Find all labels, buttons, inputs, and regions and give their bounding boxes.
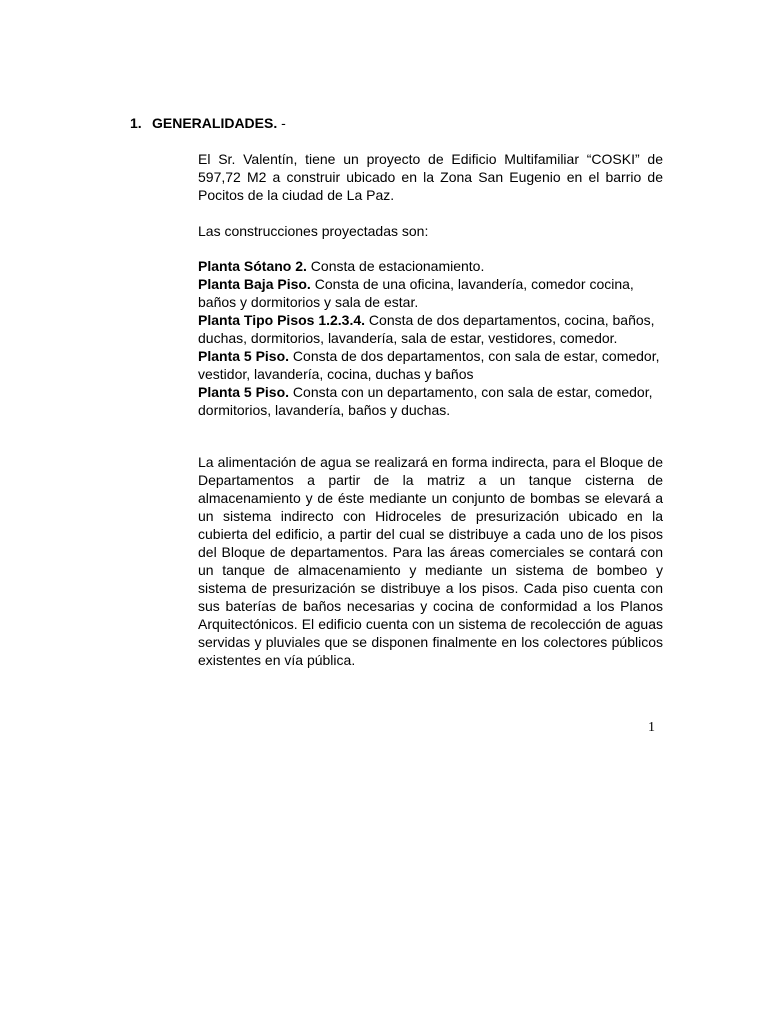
section-title-suffix: - xyxy=(277,115,286,131)
section-title: GENERALIDADES. xyxy=(152,115,278,131)
planta-text: Consta de dos departamentos, cocina, baños, duchas, dormitorios, lavandería, sala de estar, vestidores, comedor. xyxy=(198,312,655,346)
planta-text: Consta de dos departamentos, con sala de estar, comedor, vestidor, lavandería, cocina, duchas y baños xyxy=(198,348,660,382)
planta-label: Planta Sótano 2. xyxy=(198,258,307,274)
planta-item xyxy=(198,347,663,383)
planta-text: Consta con un departamento, con sala de estar, comedor, dormitorios, lavandería, baños y duchas. xyxy=(198,384,653,418)
planta-item xyxy=(198,383,663,419)
section-number: 1. xyxy=(130,115,142,131)
agua-paragraph: La alimentación de agua se realizará en forma indirecta, para el Bloque de Departamentos a partir de la matriz a un tanque cisterna de almacenamiento y de éste mediante un conjunto de bombas se elevará a un sistema indirecto con Hidroceles de presurización ubicado en la cubierta del edificio, a partir del cual se distribuye a cada uno de los pisos del Bloque de departamentos. Para las áreas comerciales se contará con un tanque de almacenamiento y mediante un sistema de bombeo y sistema de presurización se distribuye a los pisos. Cada piso cuenta con sus baterías de baños necesarias y cocina de conformidad a los Planos Arquitectónicos. El edificio cuenta con un sistema de recolección de aguas servidas y pluviales que se disponen finalmente en los colectores públicos existentes en vía pública. xyxy=(198,454,663,668)
planta-item xyxy=(198,257,663,275)
plantas-list xyxy=(198,257,663,419)
planta-label: Planta 5 Piso. xyxy=(198,384,290,400)
planta-label: Planta Baja Piso. xyxy=(198,276,311,292)
page-number: 1 xyxy=(648,720,655,735)
intro-paragraph: El Sr. Valentín, tiene un proyecto de Edificio Multifamiliar “COSKI” de 597,72 M2 a construir ubicado en la Zona San Eugenio en el barrio de Pocitos de la ciudad de La Paz. xyxy=(198,151,663,203)
construcciones-label: Las construcciones proyectadas son: xyxy=(198,223,429,239)
section-heading xyxy=(130,114,286,132)
planta-label: Planta Tipo Pisos 1.2.3.4. xyxy=(198,312,366,328)
planta-label: Planta 5 Piso. xyxy=(198,348,290,364)
planta-item xyxy=(198,311,663,347)
planta-text: Consta de estacionamiento. xyxy=(306,258,485,274)
planta-item xyxy=(198,275,663,311)
planta-text: Consta de una oficina, lavandería, comedor cocina, baños y dormitorios y sala de estar. xyxy=(198,276,634,310)
